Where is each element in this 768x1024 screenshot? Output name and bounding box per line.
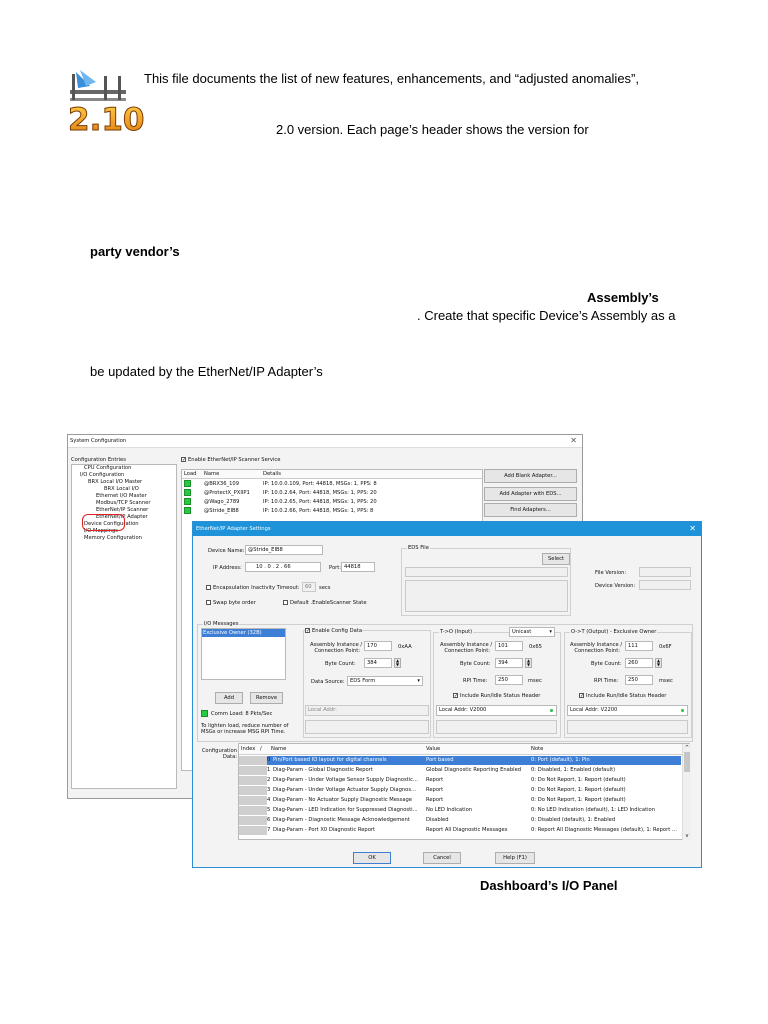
tree-item-device[interactable]: Device Configuration xyxy=(84,521,139,527)
cfg-assembly-input[interactable]: 170 xyxy=(364,641,392,651)
adapter-titlebar xyxy=(193,522,701,536)
cfg-conn-text: Connection Point: xyxy=(314,648,360,655)
row-name: @ProtectX_PXIIP1 xyxy=(204,490,250,496)
grid-value: Report All Diagnostic Messages xyxy=(426,827,508,833)
add-adapter-eds-button[interactable]: Add Adapter with EDS... xyxy=(484,487,577,501)
cfg-assembly-label xyxy=(310,642,363,655)
add-message-button[interactable]: Add xyxy=(215,692,243,704)
doc-line-6: be updated by the EtherNet/IP Adapter’s xyxy=(90,364,323,379)
table-row[interactable] xyxy=(239,786,681,795)
svg-text:2.10: 2.10 xyxy=(68,102,145,138)
to-mode-value: Unicast xyxy=(512,629,532,635)
file-version-label: File Version: xyxy=(595,570,627,576)
tree-item-brx-master[interactable]: BRX Local I/O Master xyxy=(88,479,143,485)
to-local-label: Local Addr: xyxy=(439,707,468,713)
grid-name: Diag-Param - LED Indication for Suppressed Diagnosti... xyxy=(273,807,418,813)
tree-item-enip-scanner[interactable]: EtherNet/IP Scanner xyxy=(96,507,149,513)
close-icon[interactable]: ✕ xyxy=(689,524,696,533)
grid-value: Global Diagnostic Reporting Enabled xyxy=(426,767,522,773)
ip-address-input[interactable]: 10 . 0 . 2 . 66 xyxy=(245,562,321,572)
to-byte-input[interactable]: 394 xyxy=(495,658,523,668)
to-byte-spinner[interactable]: ▲ ▼ xyxy=(526,658,531,667)
scroll-down-icon[interactable]: v xyxy=(685,833,689,839)
row-details: IP: 10.0.2.65, Port: 44818, MSGs: 1, PPS: 20 xyxy=(263,499,377,505)
table-row[interactable] xyxy=(239,766,681,775)
doc-line-5: . Create that specific Device’s Assembly as a xyxy=(417,308,676,323)
grid-value: No LED Indication xyxy=(426,807,473,813)
col-index: Index xyxy=(241,746,256,752)
chevron-down-icon: ▾ xyxy=(417,678,420,684)
encap-label: Encapsulation Inactivity Timeout: xyxy=(213,585,300,591)
col-details: Details xyxy=(263,471,281,477)
to-input-title: T->O (Input) xyxy=(440,629,473,635)
row-details: IP: 10.0.2.66, Port: 44818, MSGs: 1, PPS: 8 xyxy=(263,508,374,514)
highlight-circle xyxy=(82,514,125,531)
ot-assembly-text: Assembly Instance / xyxy=(570,642,623,648)
ot-rpi-input[interactable]: 250 xyxy=(625,675,653,685)
grid-index: 6 xyxy=(267,817,271,823)
config-label: Configuration xyxy=(201,748,237,754)
tree-item-io[interactable]: I/O Configuration xyxy=(80,472,125,478)
to-header-label: Include Run/Idle Status Header xyxy=(460,693,541,699)
index-cell-bg xyxy=(239,816,267,825)
load-indicator xyxy=(184,498,191,505)
to-assembly-hex: 0x65 xyxy=(529,644,542,650)
cfg-source-label: Data Source: xyxy=(311,679,345,685)
find-adapters-button[interactable]: Find Adapters... xyxy=(484,503,577,517)
system-config-title: System Configuration xyxy=(70,438,127,444)
doc-line-4: Assembly’s xyxy=(587,290,659,305)
enable-config-label: Enable Config Data xyxy=(312,628,362,634)
grid-name: Diag-Param - Global Diagnostic Report xyxy=(273,767,373,773)
grid-index: 0 xyxy=(267,757,271,763)
to-assembly-label xyxy=(440,642,493,655)
table-row[interactable] xyxy=(239,806,681,815)
port-input[interactable]: 44818 xyxy=(341,562,375,572)
index-cell-bg xyxy=(239,766,267,775)
to-byte-label: Byte Count: xyxy=(460,661,491,667)
config-data-grid xyxy=(238,743,690,840)
to-rpi-label: RPI Time: xyxy=(463,678,488,684)
ot-header-label: Include Run/Idle Status Header xyxy=(586,693,667,699)
tree-item-eth-master[interactable]: Ethernet I/O Master xyxy=(96,493,147,499)
data-label: Data: xyxy=(222,754,237,761)
figure-caption: Dashboard’s I/O Panel xyxy=(480,878,618,893)
tree-item-memory[interactable]: Memory Configuration xyxy=(84,535,142,541)
col-value: Value xyxy=(426,746,441,752)
index-cell-bg xyxy=(239,756,267,765)
ot-local-info xyxy=(567,720,688,734)
grid-index: 2 xyxy=(267,777,271,783)
grid-name: Diag-Param - No Actuator Supply Diagnostic Message xyxy=(273,797,413,803)
load-indicator xyxy=(184,480,191,487)
grid-value: Port based xyxy=(426,757,454,763)
grid-note: 0: No LED Indication (default), 1: LED Indication xyxy=(531,807,656,813)
table-row[interactable] xyxy=(239,816,681,825)
cancel-button[interactable]: Cancel xyxy=(423,852,461,864)
doc-line-3: party vendor’s xyxy=(90,244,180,259)
swap-byte-checkbox[interactable] xyxy=(206,600,256,606)
message-list xyxy=(201,628,286,680)
device-version-field xyxy=(639,580,691,590)
to-rpi-input[interactable]: 250 xyxy=(495,675,523,685)
grid-name: Pin/Port based IO layout for digital channels xyxy=(273,757,387,763)
default-state-label: Default .EnableScanner State xyxy=(290,600,367,606)
cfg-source-select[interactable] xyxy=(347,676,423,686)
table-row[interactable] xyxy=(182,497,482,506)
cfg-local-addr[interactable] xyxy=(305,705,429,716)
ot-header-checkbox[interactable]: ✓ Include Run/Idle Status Header xyxy=(580,693,667,699)
config-entries-label: Configuration Entries xyxy=(71,457,126,463)
cfg-byte-input[interactable]: 384 xyxy=(364,658,392,668)
lighten-hint-2: MSGs or increase MSG RPI Time. xyxy=(201,729,286,735)
grid-scrollbar[interactable] xyxy=(682,744,691,840)
ot-local-addr[interactable] xyxy=(567,705,688,716)
grid-note: 0: Disabled (default), 1: Enabled xyxy=(531,817,616,823)
grid-value: Report xyxy=(426,787,444,793)
grid-note: 0: Port (default), 1: Pin xyxy=(531,757,590,763)
port-label: Port: xyxy=(329,565,342,571)
grid-index: 3 xyxy=(267,787,271,793)
ot-byte-label: Byte Count: xyxy=(591,661,622,667)
close-icon[interactable]: ✕ xyxy=(570,436,577,445)
grid-index: 5 xyxy=(267,807,271,813)
to-rpi-unit: msec xyxy=(528,678,542,684)
ot-byte-spinner[interactable]: ▲ ▼ xyxy=(656,658,661,667)
cfg-assembly-hex: 0xAA xyxy=(398,644,412,650)
tree-item-enip-adapter[interactable]: EtherNet/IP Adapter xyxy=(96,514,148,520)
grid-note: 0: Do Not Report, 1: Report (default) xyxy=(531,797,626,803)
index-cell-bg xyxy=(239,826,267,835)
doc-line-2: 2.0 version. Each page’s header shows the version for xyxy=(276,122,589,137)
grid-name: Diag-Param - Diagnostic Message Acknowledgement xyxy=(273,817,410,823)
cfg-local-label: Local Addr: xyxy=(308,707,337,713)
grid-note: 0: Do Not Report, 1: Report (default) xyxy=(531,777,626,783)
row-details: IP: 10.0.0.109, Port: 44818, MSGs: 1, PPS: 8 xyxy=(263,481,377,487)
table-row[interactable] xyxy=(239,796,681,805)
grid-note: 0: Do Not Report, 1: Report (default) xyxy=(531,787,626,793)
to-assembly-input[interactable]: 101 xyxy=(495,641,523,651)
encap-checkbox[interactable] xyxy=(206,585,300,591)
row-details: IP: 10.0.2.64, Port: 44818, MSGs: 1, PPS: 20 xyxy=(263,490,377,496)
tree-item-mappings[interactable]: I/O Mappings xyxy=(84,528,118,534)
index-cell-bg xyxy=(239,796,267,805)
to-assembly-text: Assembly Instance / xyxy=(440,642,493,648)
tree-item-cpu[interactable]: CPU Configuration xyxy=(84,465,132,471)
table-row[interactable] xyxy=(239,776,681,785)
ip-label: IP Address: xyxy=(213,565,242,571)
lighten-hint-1: To lighten load, reduce number of xyxy=(201,723,289,729)
grid-index: 4 xyxy=(267,797,271,803)
tree-item-modbus[interactable]: Modbus/TCP Scanner xyxy=(96,500,151,506)
cfg-assembly-text: Assembly Instance / xyxy=(310,642,363,648)
row-name: @BRX36_109 xyxy=(204,481,240,487)
enable-scanner-checkbox[interactable]: ✓ Enable EtherNet/IP Scanner Service xyxy=(182,457,281,463)
grid-header xyxy=(239,744,691,755)
col-name: Name xyxy=(271,746,287,752)
cfg-byte-spinner[interactable]: ▲ ▼ xyxy=(395,658,400,667)
grid-value: Disabled xyxy=(426,817,449,823)
grid-index: 7 xyxy=(267,827,271,833)
col-note: Note xyxy=(531,746,544,752)
default-state-checkbox[interactable] xyxy=(283,600,367,606)
add-blank-adapter-button[interactable]: Add Blank Adapter... xyxy=(484,469,577,483)
adapter-title: EtherNet/IP Adapter Settings xyxy=(196,526,271,532)
scroll-up-icon[interactable]: ^ xyxy=(684,745,690,751)
table-row[interactable] xyxy=(182,506,482,515)
grid-index: 1 xyxy=(267,767,271,773)
ot-conn-text: Connection Point: xyxy=(574,648,620,655)
index-cell-bg xyxy=(239,806,267,815)
ot-byte-input[interactable]: 260 xyxy=(625,658,653,668)
table-row[interactable] xyxy=(239,826,681,835)
ot-rpi-label: RPI Time: xyxy=(594,678,619,684)
ot-local-label: Local Addr: xyxy=(570,707,599,713)
row-name: @Stride_EIB8 xyxy=(204,508,239,514)
grid-note: 0: Disabled, 1: Enabled (default) xyxy=(531,767,616,773)
ot-assembly-label xyxy=(570,642,623,655)
index-cell-bg xyxy=(239,776,267,785)
table-row[interactable] xyxy=(182,488,482,497)
eds-file-label: EDS File xyxy=(408,545,429,551)
device-version-label: Device Version: xyxy=(595,583,636,589)
index-cell-bg xyxy=(239,786,267,795)
to-mode-select[interactable] xyxy=(509,627,555,637)
valid-dot-icon xyxy=(681,709,684,712)
to-local-info xyxy=(436,720,557,734)
encap-timeout-input[interactable]: 60 xyxy=(302,582,316,592)
eds-select-button[interactable]: Select xyxy=(542,553,570,565)
io-messages-label: I/O Messages xyxy=(204,621,239,627)
config-tree xyxy=(71,464,177,789)
row-name: @Wago_2789 xyxy=(204,499,240,505)
grid-note: 0: Report All Diagnostic Messages (default), 1: Report ... xyxy=(531,827,677,833)
cfg-byte-label: Byte Count: xyxy=(325,661,356,667)
ot-assembly-input[interactable]: 111 xyxy=(625,641,653,651)
scanner-table-header xyxy=(182,470,482,479)
col-name: Name xyxy=(204,471,220,477)
tree-item-brx-local[interactable]: BRX Local I/O xyxy=(104,486,139,492)
adapter-settings-dialog xyxy=(192,521,702,868)
remove-message-button[interactable]: Remove xyxy=(250,692,283,704)
sort-icon: / xyxy=(260,746,262,752)
scrollbar-thumb[interactable] xyxy=(684,752,690,772)
grid-name: Diag-Param - Port X0 Diagnostic Report xyxy=(273,827,376,833)
eds-info-field xyxy=(405,580,568,612)
doc-line-1: This file documents the list of new features, enhancements, and “adjusted anomalies”, xyxy=(144,71,639,86)
grid-name: Diag-Param - Under Voltage Sensor Supply Diagnostic... xyxy=(273,777,418,783)
device-name-input[interactable]: @Stride_EIB8 xyxy=(245,545,323,555)
ot-rpi-unit: msec xyxy=(659,678,673,684)
ot-assembly-hex: 0x6F xyxy=(659,644,672,650)
valid-dot-icon xyxy=(550,709,553,712)
grid-name: Diag-Param - Under Voltage Actuator Supply Diagnos... xyxy=(273,787,416,793)
system-config-titlebar xyxy=(68,435,582,448)
to-local-value: V2000 xyxy=(469,707,487,713)
config-data-label xyxy=(201,748,237,760)
col-load: Load xyxy=(184,471,197,477)
device-name-label: Device Name: xyxy=(208,548,245,554)
load-indicator xyxy=(184,489,191,496)
message-list-item[interactable]: Exclusive Owner (32B) xyxy=(202,629,285,637)
cfg-local-info xyxy=(305,720,429,734)
comm-load-label: Comm Load: 8 Pkts/Sec xyxy=(211,711,273,717)
to-conn-text: Connection Point: xyxy=(444,648,490,655)
encap-unit: secs xyxy=(319,585,331,591)
ok-button[interactable]: OK xyxy=(353,852,391,864)
comm-load-indicator xyxy=(201,710,208,717)
eds-path-field xyxy=(405,567,568,577)
file-version-field xyxy=(639,567,691,577)
to-local-addr[interactable] xyxy=(436,705,557,716)
load-indicator xyxy=(184,507,191,514)
ot-local-value: V2200 xyxy=(600,707,618,713)
help-button[interactable]: Help (F1) xyxy=(495,852,535,864)
table-row[interactable] xyxy=(239,756,681,765)
cfg-source-value: EDS Form xyxy=(350,678,376,684)
chevron-down-icon: ▾ xyxy=(549,629,552,635)
enable-scanner-label: Enable EtherNet/IP Scanner Service xyxy=(188,457,281,463)
to-header-checkbox[interactable]: ✓ Include Run/Idle Status Header xyxy=(454,693,541,699)
grid-value: Report xyxy=(426,777,444,783)
version-logo xyxy=(66,68,145,138)
ot-output-title: O->T (Output) - Exclusive Owner xyxy=(571,629,657,635)
swap-label: Swap byte order xyxy=(213,600,256,606)
table-row[interactable] xyxy=(182,479,482,488)
enable-config-checkbox[interactable]: ✓ Enable Config Data xyxy=(306,628,362,634)
grid-value: Report xyxy=(426,797,444,803)
